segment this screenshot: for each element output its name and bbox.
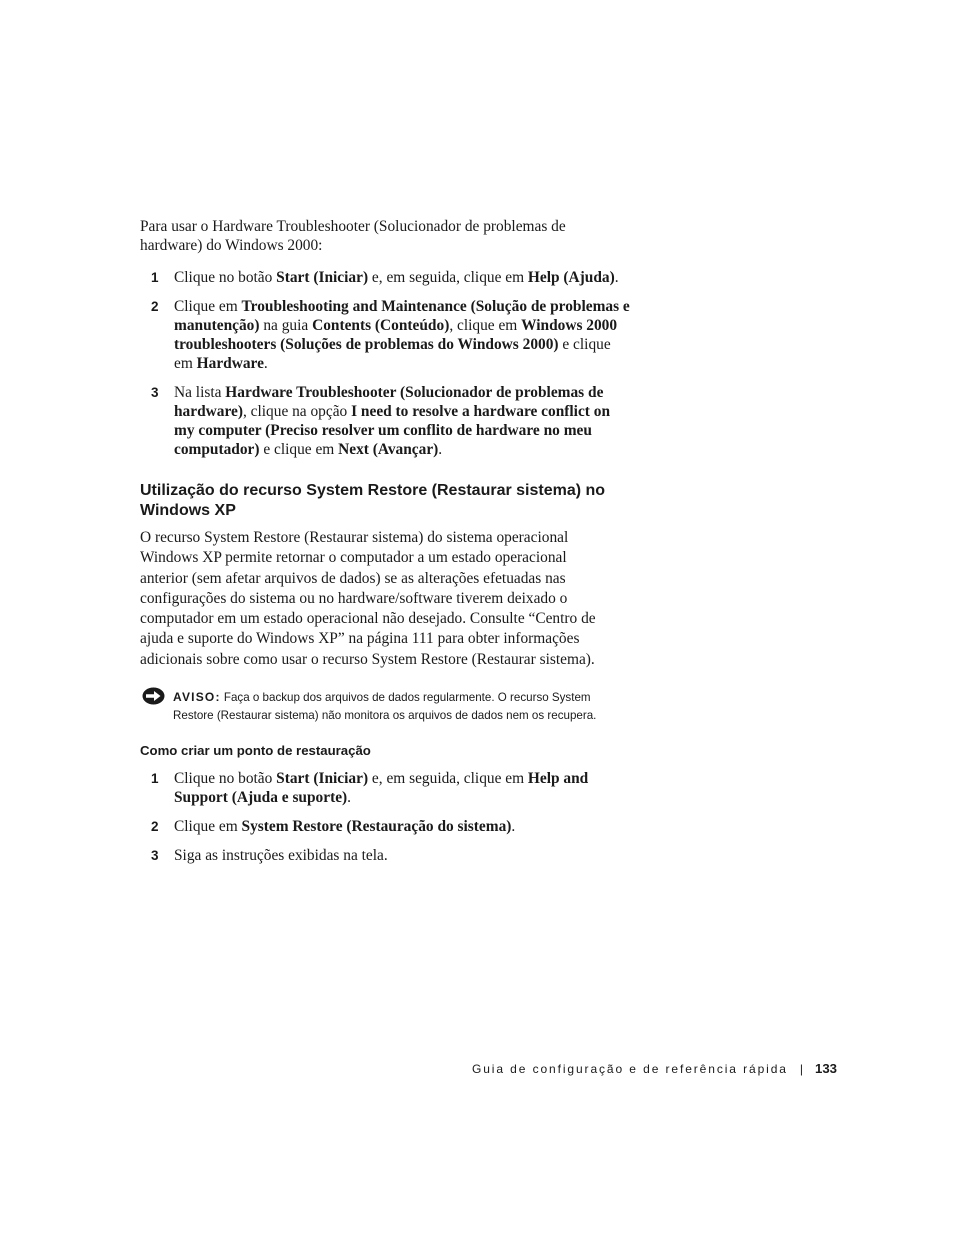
step-item (140, 769, 630, 807)
intro-paragraph: Para usar o Hardware Troubleshooter (Solucionador de problemas de hardware) do Windows 2000: (140, 218, 566, 254)
notice-box (140, 688, 603, 725)
step-number: 2 (151, 299, 159, 314)
step-text: . (614, 269, 619, 286)
step-text: Clique em (174, 298, 242, 315)
step-ui-term: Next (Avançar) (338, 441, 439, 458)
step-text: . (347, 789, 352, 807)
notice-label: AVISO: (173, 690, 221, 705)
step-ui-term: Contents (Conteúdo) (312, 317, 450, 334)
step-text: Clique no botão (174, 770, 277, 788)
step-ui-term: Hardware (196, 355, 264, 372)
step-text: . (263, 355, 268, 372)
step-item (140, 297, 630, 373)
step-item (140, 817, 630, 836)
step-text: , clique em (449, 317, 522, 334)
step-number: 3 (151, 385, 159, 400)
step-number: 1 (151, 270, 159, 285)
step-item (140, 268, 630, 287)
page-content (140, 217, 630, 875)
step-item (140, 383, 630, 459)
page-footer (472, 1061, 837, 1076)
step-text: na guia (259, 317, 313, 334)
step-number: 3 (151, 848, 159, 864)
step-ui-term: Help (Ajuda) (527, 269, 615, 286)
step-ui-term: System Restore (Restauração do sistema) (241, 818, 512, 836)
section-heading: Utilização do recurso System Restore (Restaurar sistema) no Windows XP (140, 482, 606, 519)
step-text: e clique em (259, 441, 339, 458)
footer-separator: | (799, 1062, 803, 1076)
notice-text: Faça o backup dos arquivos de dados regularmente. O recurso System Restore (Restaurar sistema) não monitora os arquivos de dados nem os recupera. (173, 691, 597, 723)
step-text: . (511, 818, 516, 836)
step-text: e clique em (174, 336, 611, 372)
step-text: Clique no botão (174, 269, 277, 286)
step-text: , clique na opção (242, 403, 352, 420)
step-ui-term: Windows 2000 troubleshooters (Soluções de problemas do Windows 2000) (174, 317, 618, 353)
step-ui-term: I need to resolve a hardware conflict on my computer (Preciso resolver um conflito de hardware no meu computador) (174, 403, 610, 458)
step-ui-term: Help and Support (Ajuda e suporte) (174, 770, 589, 807)
step-ui-term: Start (Iniciar) (276, 269, 369, 286)
step-text: Siga as instruções exibidas na tela. (174, 847, 388, 865)
step-number: 1 (151, 771, 159, 787)
footer-title: Guia de configuração e de referência rápida (472, 1062, 788, 1076)
step-ui-term: Hardware Troubleshooter (Solucionador de problemas de hardware) (174, 384, 604, 420)
step-number: 2 (151, 819, 159, 835)
windows-2000-steps (140, 268, 630, 459)
page-number: 133 (814, 1061, 837, 1076)
step-text: e, em seguida, clique em (368, 770, 528, 788)
step-item (140, 846, 630, 865)
step-ui-term: Start (Iniciar) (276, 770, 369, 788)
step-text: Clique em (174, 818, 242, 836)
system-restore-description: O recurso System Restore (Restaurar sistema) do sistema operacional Windows XP permite retornar o computador a um estado operacional anterior (sem afetar arquivos de dados) se as alterações efetuadas nas configurações do sistema ou no hardware/software tiverem deixado o computador em um estado operacional não desejado. Consulte “Centro de ajuda e suporte do Windows XP” na página 111 para obter informações adicionais sobre como usar o recurso System Restore (Restaurar sistema). (140, 529, 596, 668)
restore-point-steps (140, 769, 630, 865)
notice-arrow-icon (142, 687, 165, 705)
step-text: Na lista (174, 384, 226, 401)
subsection-heading: Como criar um ponto de restauração (140, 743, 371, 759)
step-text: . (438, 441, 443, 458)
step-text: e, em seguida, clique em (368, 269, 528, 286)
step-ui-term: Troubleshooting and Maintenance (Solução de problemas e manutenção) (174, 298, 630, 334)
